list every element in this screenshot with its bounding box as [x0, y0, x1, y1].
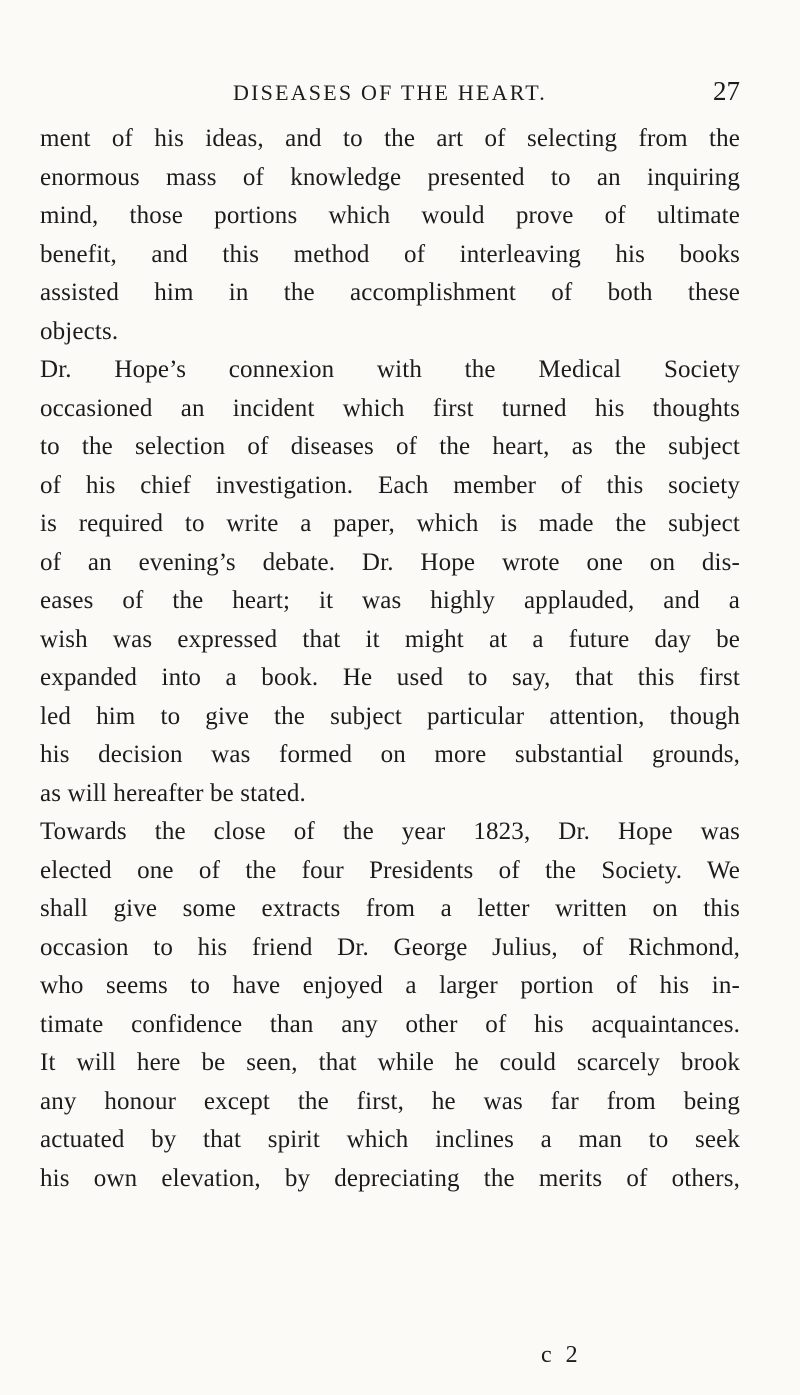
text-line: led him to give the subject particular attention, though [40, 702, 740, 730]
text-line: objects. [40, 317, 119, 345]
text-line: of an evening’s debate. Dr. Hope wrote one on dis- [40, 548, 740, 576]
text-line: Towards the close of the year 1823, Dr. Hope was [40, 818, 740, 845]
text-line: who seems to have enjoyed a larger portion of his in- [40, 972, 740, 999]
text-line: as will hereafter be stated. [40, 779, 306, 807]
text-line: is required to write a paper, which is made the subject [40, 510, 740, 537]
text-line: eases of the heart; it was highly applauded, and a [40, 587, 740, 614]
text-line: ment of his ideas, and to the art of selecting from the [40, 125, 740, 152]
text-line: benefit, and this method of interleaving his books [40, 240, 740, 268]
text-line: shall give some extracts from a letter written on this [40, 895, 740, 922]
signature-mark: c 2 [541, 1342, 582, 1368]
text-line: actuated by that spirit which inclines a man to seek [40, 1126, 740, 1153]
text-line: to the selection of diseases of the heart, as the subject [40, 433, 740, 460]
text-line: enormous mass of knowledge presented to an inquiring [40, 163, 740, 191]
text-line: expanded into a book. He used to say, that this first [40, 664, 740, 691]
text-line: assisted him in the accomplishment of both these [40, 279, 740, 306]
text-line: occasioned an incident which first turned his thoughts [40, 394, 740, 422]
text-line: wish was expressed that it might at a future day be [40, 625, 740, 653]
text-line: his own elevation, by depreciating the merits of others, [40, 1164, 740, 1192]
text-line: occasion to his friend Dr. George Julius, of Richmond, [40, 933, 740, 961]
page-number: 27 [713, 76, 740, 106]
text-line: It will here be seen, that while he could scarcely brook [40, 1049, 740, 1076]
text-line: his decision was formed on more substantial grounds, [40, 741, 740, 768]
text-line: elected one of the four Presidents of the Society. We [40, 856, 740, 884]
body-text [40, 120, 740, 1198]
text-line: mind, those portions which would prove of ultimate [40, 202, 740, 229]
text-line: of his chief investigation. Each member of this society [40, 471, 740, 499]
running-title: DISEASES OF THE HEART. [233, 80, 547, 105]
text-line: Dr. Hope’s connexion with the Medical Society [40, 356, 740, 383]
page-header [40, 74, 740, 114]
text-line: any honour except the first, he was far from being [40, 1087, 740, 1115]
text-line: timate confidence than any other of his acquaintances. [40, 1010, 740, 1038]
